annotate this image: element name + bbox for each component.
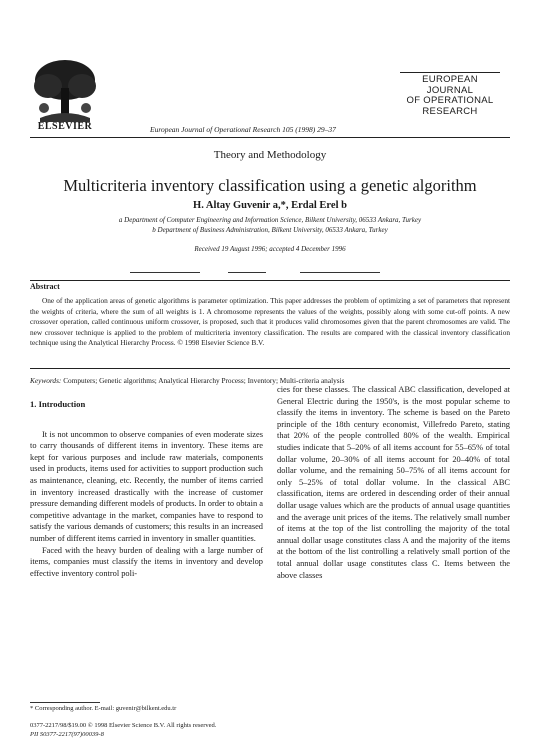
journal-title-line: RESEARCH — [422, 105, 478, 117]
header-rule — [30, 137, 510, 138]
abstract-text: One of the application areas of genetic algorithms is parameter optimization. This paper addresses the problem of optimizing a set of parameters that represent the weights of criteria, where the sum of all weights is 1. A chromosome represents the values of the weights, possibly along with some cut-off points. A new crossover operation, called continuous uniform crossover, is proposed, such that it produces valid chromosomes given that the parent chromosomes are valid. The new crossover technique is applied to the problem of multicriteria inventory classification. The results are compared with the classical inventory classification technique using the Analytical Hierarchy Process. © 1998 Elsevier Science B.V. — [30, 296, 510, 348]
journal-title-block — [400, 72, 500, 117]
body-paragraph: Faced with the heavy burden of dealing with a large number of items, companies must classify the items in inventory and develop effective inventory control poli- — [30, 545, 263, 578]
section-type: Theory and Methodology — [213, 149, 327, 161]
affiliation-b: b Department of Business Administration, Bilkent University, 06533 Ankara, Turkey — [152, 226, 388, 234]
abstract-bottom-rule — [30, 368, 510, 369]
left-column — [30, 384, 263, 579]
journal-citation: European Journal of Operational Research 105 (1998) 29–37 — [150, 125, 336, 134]
elsevier-tree-logo — [30, 56, 100, 126]
keywords-label: Keywords: — [30, 376, 62, 385]
article-title: Multicriteria inventory classification using a genetic algorithm — [63, 176, 477, 195]
footnote: * Corresponding author. E-mail: guvenir@bilkent.edu.tr — [30, 705, 177, 712]
separator-rule — [130, 272, 200, 273]
journal-title-line: EUROPEAN — [422, 74, 478, 85]
keywords-list: Computers; Genetic algorithms; Analytical Hierarchy Process; Inventory; Multi-criteria analysis — [63, 376, 345, 385]
separator-rule — [228, 272, 266, 273]
journal-title-line: OF OPERATIONAL — [406, 95, 494, 106]
pii-line: PII S0377-2217(97)00039-8 — [30, 731, 104, 738]
journal-title-rule — [400, 72, 500, 73]
affiliation-a: a Department of Computer Engineering and Information Science, Bilkent University, 06533 Ankara, Turkey — [118, 216, 422, 224]
copyright-line: 0377-2217/98/$19.00 © 1998 Elsevier Science B.V. All rights reserved. — [30, 722, 217, 729]
body-paragraph: cies for these classes. The classical ABC classification, developed at General Electric during the 1950's, is the most popular scheme to classify the items in inventory. The scheme is based on the Pareto principle of the 18th century economist, Villefredo Pareto, stating that 20% of the people controlled 80% of the wealth. Empirical studies indicate that 5–20% of all items account for 55–65% of total dollar volume, 20–30% of all items account for 20–40% of total dollar volume, and the remaining 50–75% of all items account for only 5–25% of total dollar volume. In the classical ABC classification, items are ordered in descending order of their annual dollar usage values which are the products of annual usage quantities and the average unit prices of the items. The relatively small number of items at the top of the list controlling the majority of the total annual dollar usage constitutes class A and the majority of the items at the bottom of the list controlling a relatively small portion of the total annual dollar usage constitutes class C. Items between the above classes — [277, 385, 510, 580]
separator-rule — [300, 272, 380, 273]
abstract-heading: Abstract — [30, 282, 60, 291]
section-heading: 1. Introduction — [30, 399, 86, 409]
received-dates: Received 19 August 1996; accepted 4 December 1996 — [194, 245, 346, 253]
article-authors: H. Altay Guvenir a,*, Erdal Erel b — [193, 200, 347, 211]
right-column — [277, 384, 510, 581]
journal-title-line: JOURNAL — [426, 84, 474, 96]
body-paragraph: It is not uncommon to observe companies of even moderate sizes to carry thousands of different items in inventory. These items are kept for various purposes and include raw materials, components used in products, items used for activities to support production such as maintenance, cleaning, etc. Recently, the number of items carried in inventory increased drastically with the increase of customer pressure demanding different models of products. In order to obtain a competitive advantage in the market, companies have to respond to satisfy the various demands of customers; this results in an increased number of different items carried in inventory in smaller quantities. — [30, 429, 263, 543]
footnote-rule — [30, 702, 100, 703]
publisher-name: ELSEVIER — [37, 121, 93, 132]
abstract-top-rule — [30, 280, 510, 281]
